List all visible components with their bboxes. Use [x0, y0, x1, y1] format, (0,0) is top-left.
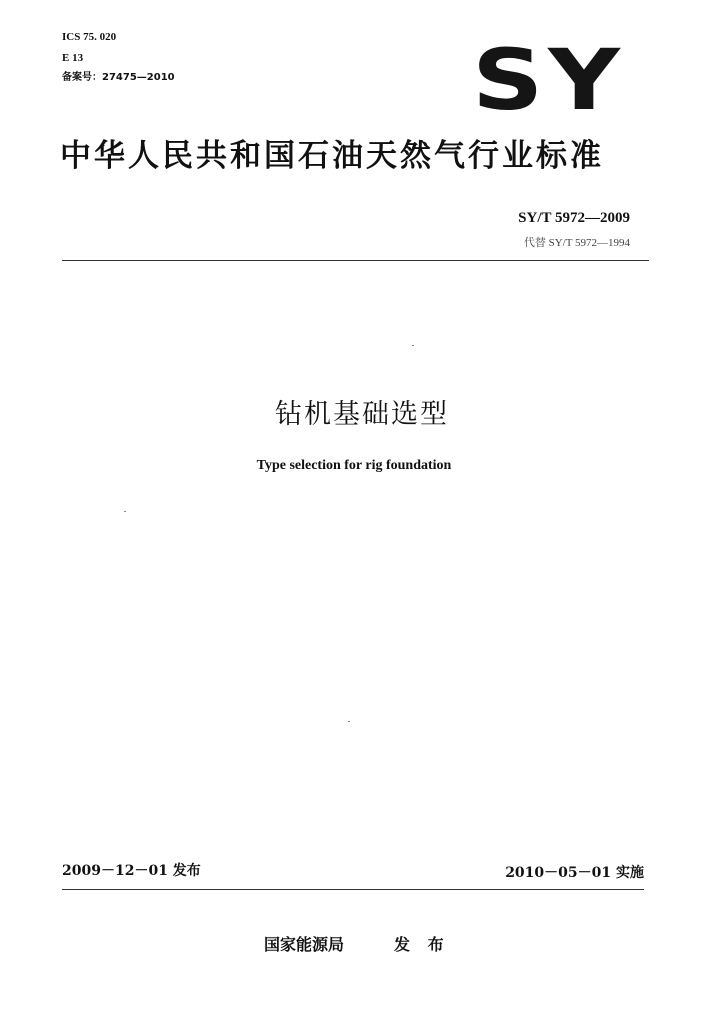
scan-speck	[348, 721, 350, 722]
record-number: 备案号：27475—2010	[62, 72, 175, 83]
publisher-name: 国家能源局	[264, 935, 345, 954]
replaces-standard: 代替 SY/T 5972—1994	[523, 237, 630, 249]
implementation-date: 2010－05－01 实施	[505, 865, 644, 881]
footer-divider	[62, 889, 644, 890]
scan-speck	[412, 345, 414, 346]
document-title-chinese: 钻机基础选型	[275, 399, 449, 430]
scan-speck	[124, 511, 126, 512]
sy-logo: SY	[472, 31, 625, 129]
classification-code: E 13	[62, 52, 84, 64]
industry-standard-title: 中华人民共和国石油天然气行业标准	[60, 138, 604, 174]
publisher-action: 发 布	[394, 935, 450, 954]
issue-date: 2009－12－01 发布	[62, 863, 201, 879]
header-divider	[62, 260, 649, 261]
document-title-english: Type selection for rig foundation	[256, 458, 452, 473]
standard-number: SY/T 5972—2009	[518, 210, 630, 226]
ics-code: ICS 75. 020	[62, 31, 117, 43]
